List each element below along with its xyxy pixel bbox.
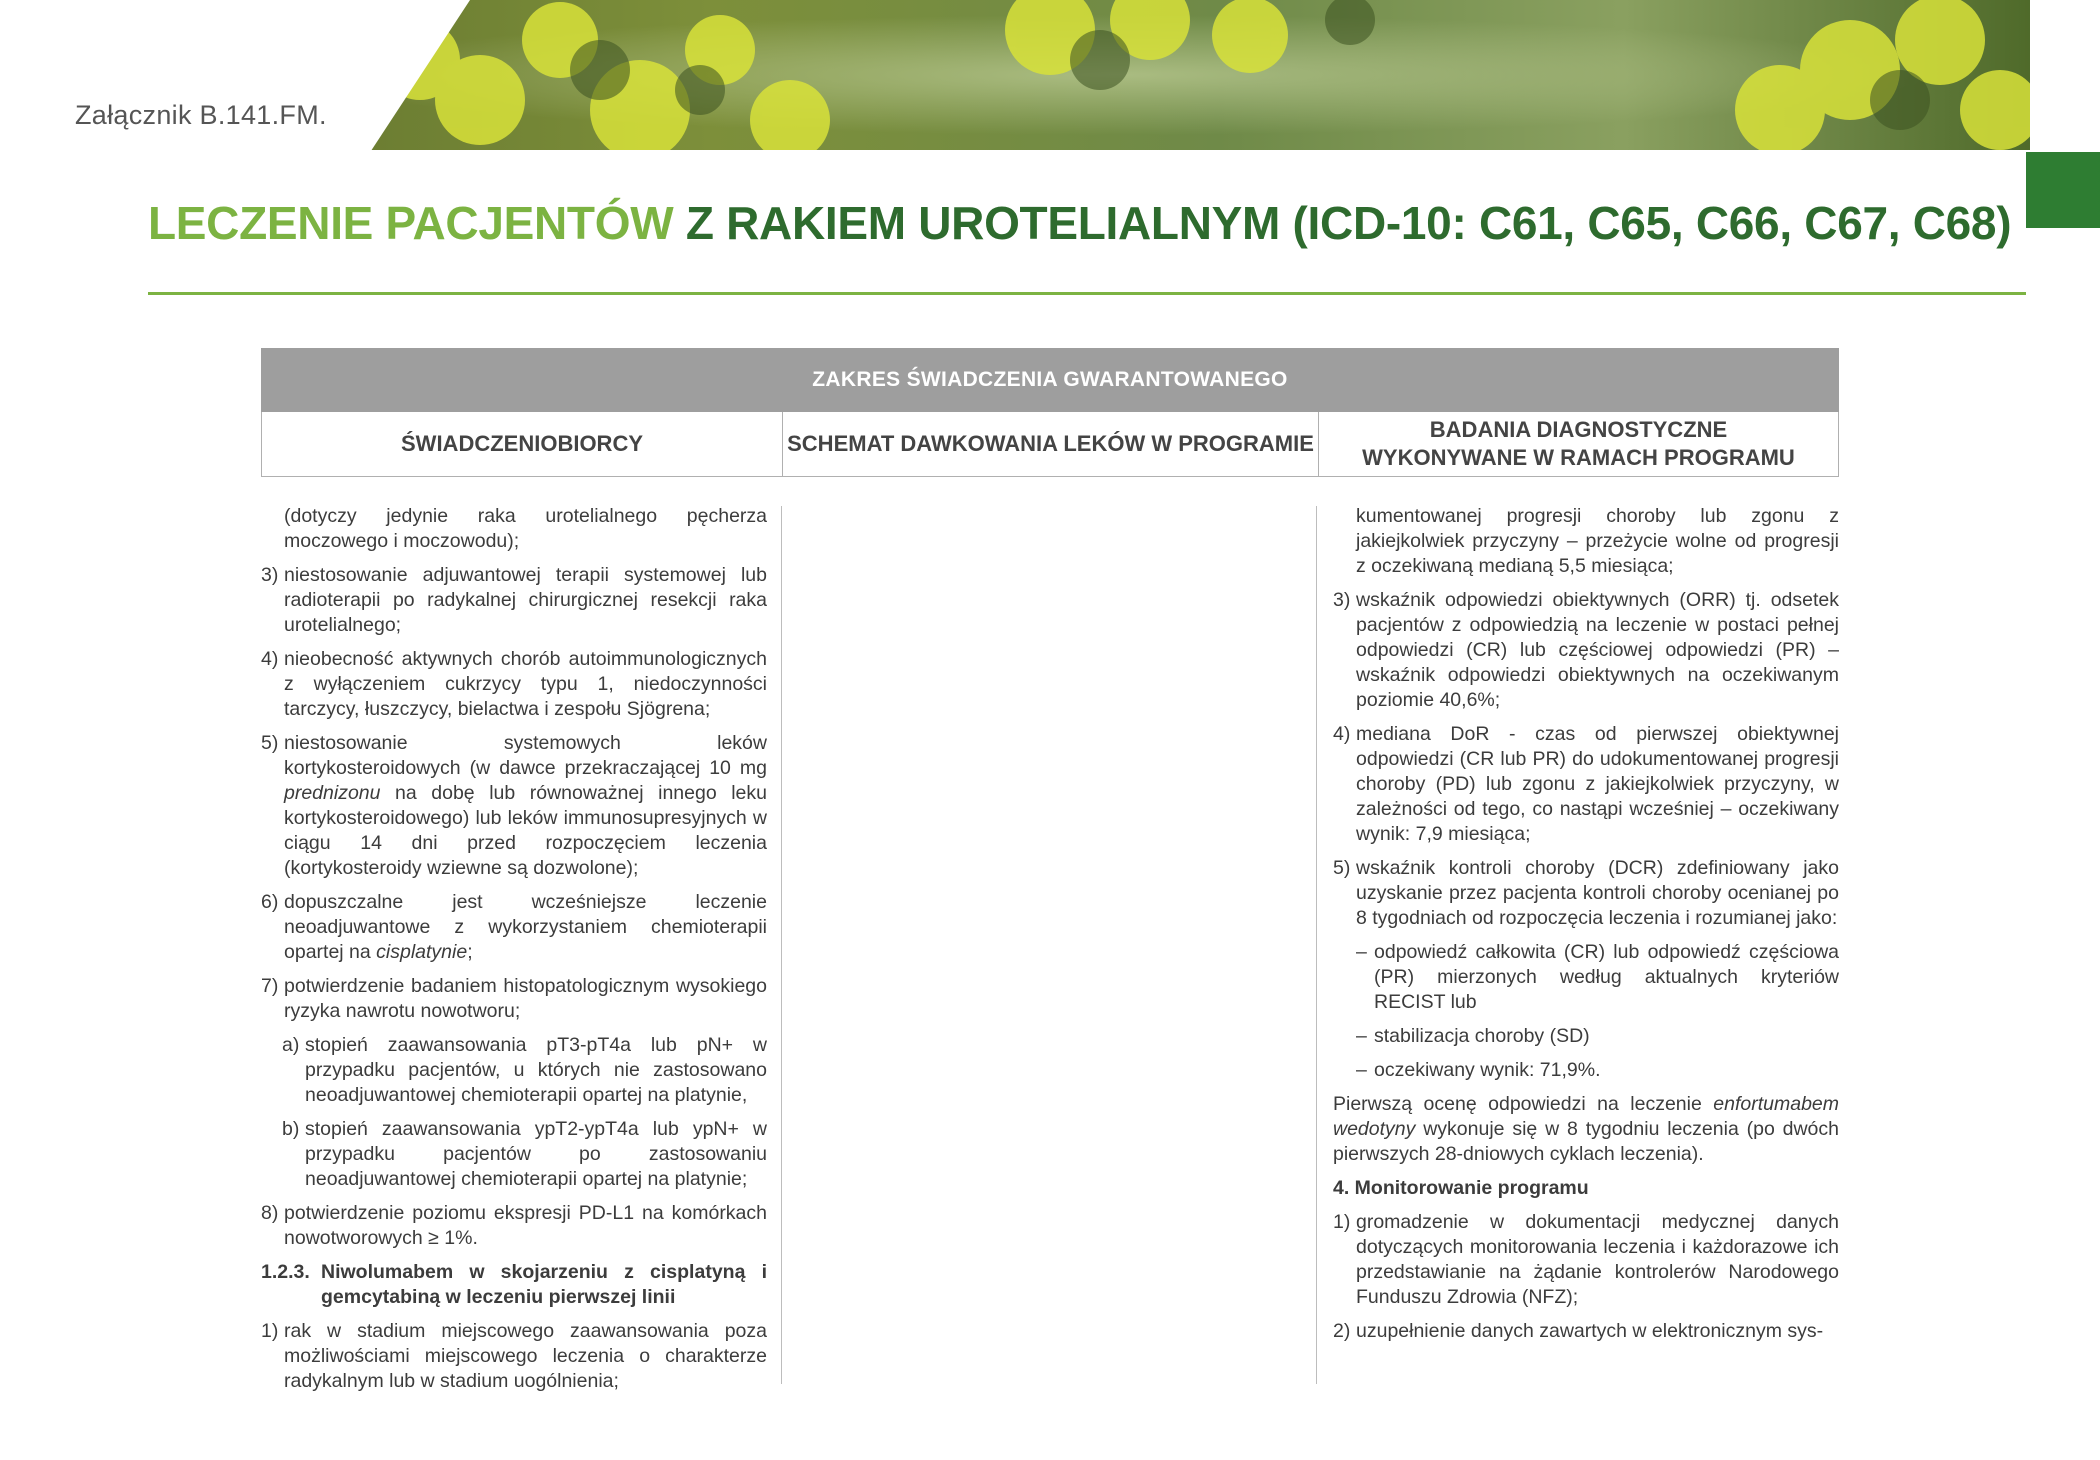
list-item: 3) wskaźnik odpowiedzi obiektywnych (ORR) tj. odsetek pacjentów z odpowiedzią na leczenie w postaci pełnej odpowiedzi (CR) lub częściowej odpowiedzi (PR) – wskaźnik odpowiedzi obiektywnych na oczekiwanym poziomie 40,6%; [1333, 589, 1839, 711]
dash-item: – stabilizacja choroby (SD) [1356, 1025, 1590, 1047]
list-item: 5) niestosowanie systemowych leków kortykosteroidowych (w dawce przekraczającej 10 mg prednizonu na dobę lub równoważnej innego leku kortykosteroidowego) lub leków immunosupresyjnych w ciągu 14 dni przed rozpoczęciem leczenia (kortykosteroidy wziewne są dozwolone); [261, 732, 767, 879]
column-divider-1 [781, 506, 782, 1384]
section-heading: 1.2.3. Niwolumabem w skojarzeniu z cisplatyną i gemcytabiną w leczeniu pierwszej linii [261, 1261, 767, 1308]
sub-list-item: a) stopień zaawansowania pT3-pT4a lub pN+ w przypadku pacjentów, u których nie zastosowano neoadjuwantowej chemioterapii opartej na platynie, [282, 1034, 767, 1106]
program-table-header [261, 348, 1839, 477]
dash-item: – oczekiwany wynik: 71,9%. [1356, 1059, 1601, 1081]
paragraph: Pierwszą ocenę odpowiedzi na leczenie enfortumabem wedotyny wykonuje się w 8 tygodniu leczenia (po dwóch pierwszych 28-dniowych cyklach leczenia). [1333, 1093, 1839, 1165]
list-item: 4) mediana DoR - czas od pierwszej obiektywnej odpowiedzi (CR lub PR) do udokumentowanej progresji choroby (PD) lub zgonu z jakiejkolwiek przyczyny, w zależności od tego, co nastąpi wcześniej – oczekiwany wynik: 7,9 miesiąca; [1333, 723, 1839, 845]
page-title [148, 196, 2011, 250]
list-item: 1) rak w stadium miejscowego zaawansowania poza możliwościami miejscowego leczenia o charakterze radykalnym lub w stadium uogólnienia; [261, 1320, 767, 1392]
list-item: 7) potwierdzenie badaniem histopatologicznym wysokiego ryzyka nawrotu nowotworu; [261, 975, 767, 1022]
column-header-dosing: SCHEMAT DAWKOWANIA LEKÓW W PROGRAMIE [782, 412, 1318, 476]
list-item: 2) uzupełnienie danych zawartych w elektronicznym sys- [1333, 1320, 1824, 1342]
title-part-2: Z RAKIEM UROTELIALNYM (ICD-10: C61, C65, C66, C67, C68) [685, 197, 2012, 249]
table-top-header: ZAKRES ŚWIADCZENIA GWARANTOWANEGO [261, 348, 1839, 412]
diagnostics-column [1333, 504, 1839, 1353]
beneficiaries-column [261, 504, 767, 1403]
title-divider [148, 292, 2026, 295]
title-part-1: LECZENIE PACJENTÓW [148, 197, 674, 249]
accent-block [2026, 152, 2100, 228]
list-item: 4) nieobecność aktywnych chorób autoimmunologicznych z wyłączeniem cukrzycy typu 1, niedoczynności tarczycy, łuszczycy, bielactwa i zespołu Sjögrena; [261, 648, 767, 720]
section-heading: 4. Monitorowanie programu [1333, 1177, 1589, 1199]
column-header-diagnostics: BADANIA DIAGNOSTYCZNE WYKONYWANE W RAMACH PROGRAMU [1318, 412, 1838, 476]
column-header-beneficiaries: ŚWIADCZENIOBIORCY [401, 431, 643, 456]
list-item: 1) gromadzenie w dokumentacji medycznej danych dotyczących monitorowania leczenia i każdorazowe ich przedstawianie na żądanie kontrolerów Narodowego Funduszu Zdrowia (NFZ); [1333, 1211, 1839, 1308]
dash-item: – odpowiedź całkowita (CR) lub odpowiedź częściowa (PR) mierzonych według aktualnych kryteriów RECIST lub [1356, 941, 1839, 1013]
list-item: 3) niestosowanie adjuwantowej terapii systemowej lub radioterapii po radykalnej chirurgicznej resekcji raka urotelialnego; [261, 564, 767, 636]
list-item: 5) wskaźnik kontroli choroby (DCR) zdefiniowany jako uzyskanie przez pacjenta kontroli choroby ocenianej po 8 tygodniach od rozpoczęcia leczenia i rozumianej jako: [1333, 857, 1839, 929]
attachment-tab-shape [0, 0, 470, 160]
continued-text: kumentowanej progresji choroby lub zgonu z jakiejkolwiek przyczyny – przeżycie wolne od progresji z oczekiwaną medianą 5,5 miesiąca; [1356, 505, 1839, 577]
list-item: 6) dopuszczalne jest wcześniejsze leczenie neoadjuwantowe z wykorzystaniem chemioterapii opartej na cisplatynie; [261, 891, 767, 963]
table-column-headers [261, 412, 1839, 477]
continued-text: (dotyczy jedynie raka urotelialnego pęcherza moczowego i moczowodu); [284, 505, 767, 552]
attachment-label: Załącznik B.141.FM. [75, 100, 327, 130]
sub-list-item: b) stopień zaawansowania ypT2-ypT4a lub ypN+ w przypadku pacjentów po zastosowaniu neoadjuwantowej chemioterapii opartej na platynie; [282, 1118, 767, 1190]
column-divider-2 [1316, 506, 1317, 1384]
list-item: 8) potwierdzenie poziomu ekspresji PD-L1 na komórkach nowotworowych ≥ 1%. [261, 1202, 767, 1249]
